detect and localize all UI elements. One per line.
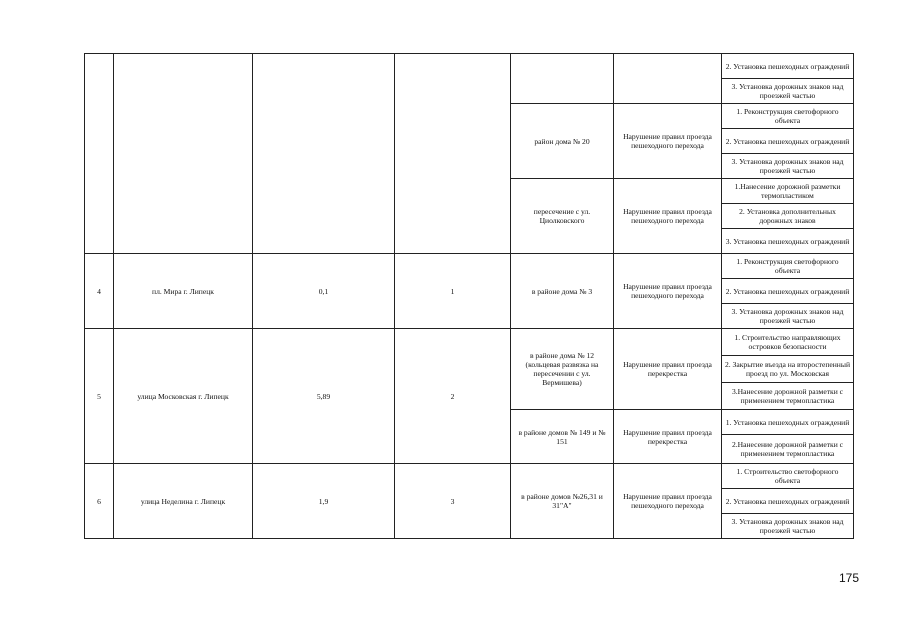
street-length: 1,9	[253, 464, 395, 539]
street-name: улица Московская г. Липецк	[114, 329, 253, 464]
row-number: 6	[85, 464, 114, 539]
site-count: 2	[395, 329, 511, 464]
measure-cell: 1. Строительство направляющих островков безопасности	[722, 329, 854, 356]
violation-type: Нарушение правил проезда перекрестка	[614, 329, 722, 410]
location-place: в районе домов № 149 и № 151	[511, 410, 614, 464]
table-row	[85, 329, 854, 356]
measure-cell: 2. Закрытие въезда на второстепенный проезд по ул. Московская	[722, 356, 854, 383]
measure-cell: 3. Установка дорожных знаков над проезжей частью	[722, 79, 854, 104]
street-name: пл. Мира г. Липецк	[114, 254, 253, 329]
table-row	[85, 254, 854, 279]
violation-type: Нарушение правил проезда пешеходного перехода	[614, 179, 722, 254]
measure-cell: 1. Установка пешеходных ограждений	[722, 410, 854, 435]
street-length: 0,1	[253, 254, 395, 329]
violation-type: Нарушение правил проезда пешеходного перехода	[614, 104, 722, 179]
street-length: 5,89	[253, 329, 395, 464]
row-number	[85, 54, 114, 254]
row-number: 4	[85, 254, 114, 329]
measure-cell: 3. Установка дорожных знаков над проезжей частью	[722, 514, 854, 539]
violation-type: Нарушение правил проезда пешеходного перехода	[614, 254, 722, 329]
location-place: в районе домов №26,31 и 31"А"	[511, 464, 614, 539]
measures-table	[84, 53, 854, 539]
page-number: 175	[838, 571, 859, 585]
site-count: 1	[395, 254, 511, 329]
site-count	[395, 54, 511, 254]
measure-cell: 3. Установка пешеходных ограждений	[722, 229, 854, 254]
measure-cell: 2.Нанесение дорожной разметки с применением термопластика	[722, 435, 854, 464]
violation-type: Нарушение правил проезда пешеходного перехода	[614, 464, 722, 539]
measure-cell: 2. Установка дополнительных дорожных знаков	[722, 204, 854, 229]
measure-cell: 1. Реконструкция светофорного объекта	[722, 104, 854, 129]
measure-cell: 3. Установка дорожных знаков над проезжей частью	[722, 154, 854, 179]
measure-cell: 2. Установка пешеходных ограждений	[722, 54, 854, 79]
measure-cell: 1. Строительство светофорного объекта	[722, 464, 854, 489]
street-length	[253, 54, 395, 254]
location-place: в районе дома № 12 (кольцевая развязка на пересечении с ул. Вермишева)	[511, 329, 614, 410]
location-place: район дома № 20	[511, 104, 614, 179]
site-count: 3	[395, 464, 511, 539]
measure-cell: 3.Нанесение дорожной разметки с применением термопластика	[722, 383, 854, 410]
measure-cell: 1.Нанесение дорожной разметки термопластиком	[722, 179, 854, 204]
measure-cell: 2. Установка пешеходных ограждений	[722, 129, 854, 154]
measure-cell: 3. Установка дорожных знаков над проезжей частью	[722, 304, 854, 329]
violation-type: Нарушение правил проезда перекрестка	[614, 410, 722, 464]
location-place: пересечение с ул. Циолковского	[511, 179, 614, 254]
measure-cell: 2. Установка пешеходных ограждений	[722, 279, 854, 304]
table-row	[85, 464, 854, 489]
violation-type	[614, 54, 722, 104]
street-name: улица Неделина г. Липецк	[114, 464, 253, 539]
street-name	[114, 54, 253, 254]
location-place	[511, 54, 614, 104]
measure-cell: 1. Реконструкция светофорного объекта	[722, 254, 854, 279]
row-number: 5	[85, 329, 114, 464]
measure-cell: 2. Установка пешеходных ограждений	[722, 489, 854, 514]
table-row	[85, 54, 854, 79]
location-place: в районе дома № 3	[511, 254, 614, 329]
